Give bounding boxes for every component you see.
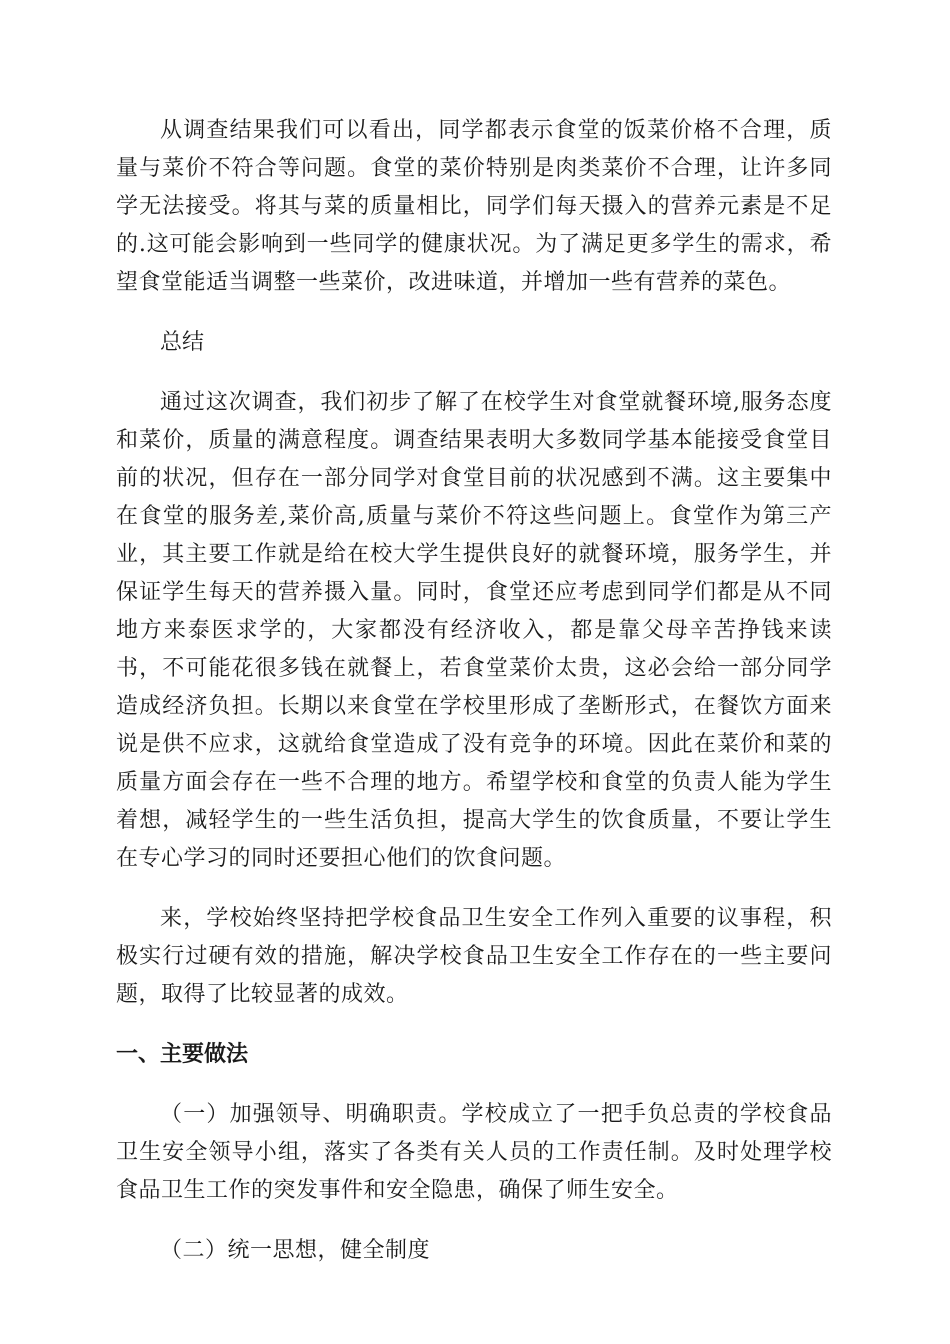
- item-unify-thinking: （二）统一思想，健全制度: [160, 1238, 431, 1263]
- section-heading-main-practices: 一、主要做法: [116, 1042, 249, 1067]
- item-leadership: （一）加强领导、明确职责。学校成立了一把手负总责的学校食品卫生安全领导小组，落实了各类有关人员的工作责任制。及时处理学校食品卫生工作的突发事件和安全隐患，确保了师生安全。: [116, 1102, 832, 1203]
- paragraph-food-safety: 来，学校始终坚持把学校食品卫生安全工作列入重要的议事程，积极实行过硬有效的措施，解决学校食品卫生安全工作存在的一些主要问题，取得了比较显著的成效。: [116, 906, 832, 1007]
- paragraph-survey-results: 从调查结果我们可以看出，同学都表示食堂的饭菜价格不合理，质量与菜价不符合等问题。食堂的菜价特别是肉类菜价不合理，让许多同学无法接受。将其与菜的质量相比，同学们每天摄入的营养元素是不足的.这可能会影响到一些同学的健康状况。为了满足更多学生的需求，希望食堂能适当调整一些菜价，改进味道，并增加一些有营养的菜色。: [116, 118, 832, 295]
- paragraph-summary: 通过这次调查，我们初步了解了在校学生对食堂就餐环境,服务态度和菜价，质量的满意程度。调查结果表明大多数同学基本能接受食堂目前的状况，但存在一部分同学对食堂目前的状况感到不满。这主要集中在食堂的服务差,菜价高,质量与菜价不符这些问题上。食堂作为第三产业，其主要工作就是给在校大学生提供良好的就餐环境，服务学生，并保证学生每天的营养摄入量。同时，食堂还应考虑到同学们都是从不同地方来泰医求学的，大家都没有经济收入，都是靠父母辛苦挣钱来读书，不可能花很多钱在就餐上，若食堂菜价太贵，这必会给一部分同学造成经济负担。长期以来食堂在学校里形成了垄断形式，在餐饮方面来说是供不应求，这就给食堂造成了没有竞争的环境。因此在菜价和菜的质量方面会存在一些不合理的地方。希望学校和食堂的负责人能为学生着想，减轻学生的一些生活负担，提高大学生的饮食质量，不要让学生在专心学习的同时还要担心他们的饮食问题。: [116, 390, 832, 871]
- summary-heading: 总结: [160, 330, 205, 355]
